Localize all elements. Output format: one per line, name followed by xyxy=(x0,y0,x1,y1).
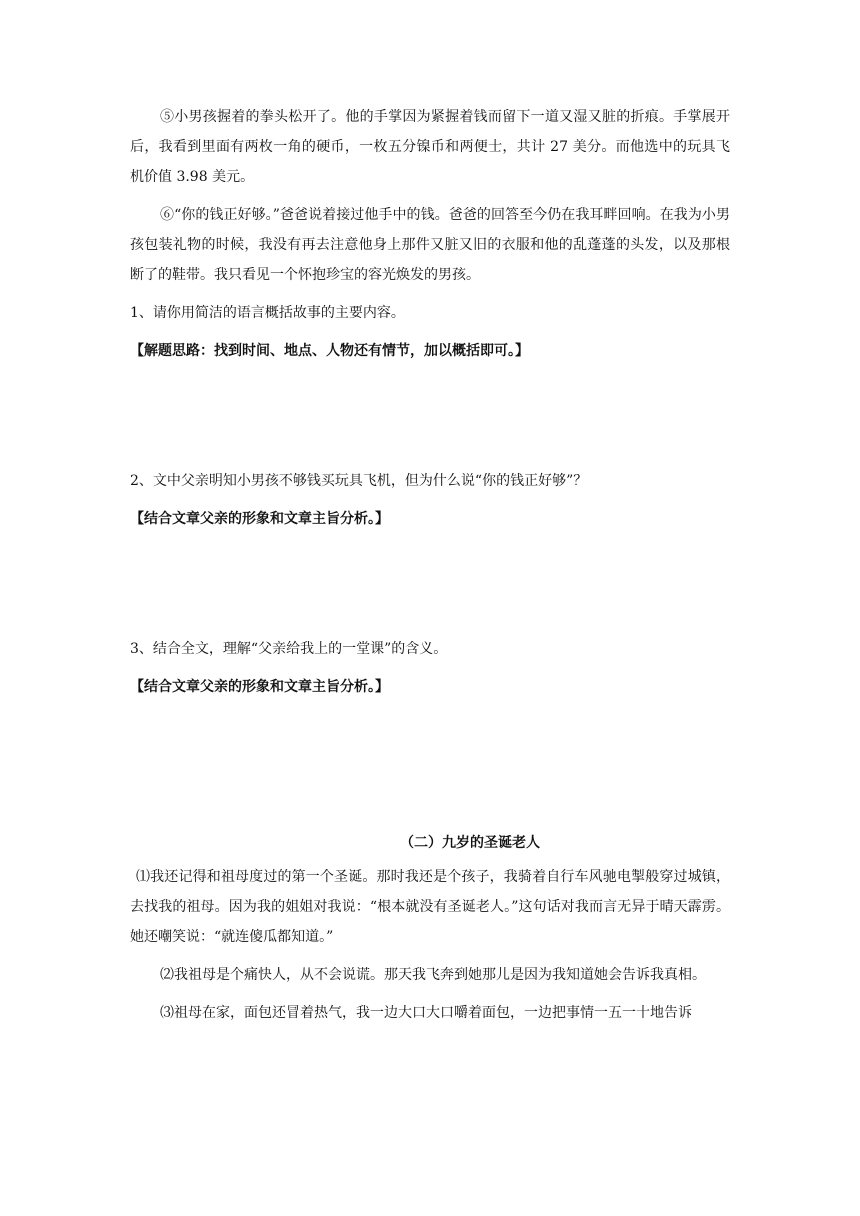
question-2: 2、文中父亲明知小男孩不够钱买玩具飞机，但为什么说“你的钱正好够”？ xyxy=(130,473,588,489)
section2-paragraph-1: ⑴我还记得和祖母度过的第一个圣诞。那时我还是个孩子，我骑着自行车风驰电掣般穿过城镇，去找我的祖母。因为我的姐姐对我说：“根本就没有圣诞老人。”这句话对我而言无异于晴天霹雳。她还嘲笑说：“就连傻瓜都知道。” xyxy=(130,869,730,945)
paragraph-6: ⑥“你的钱正好够。”爸爸说着接过他手中的钱。爸爸的回答至今仍在我耳畔回响。在我为小男孩包装礼物的时候，我没有再去注意他身上那件又脏又旧的衣服和他的乱蓬蓬的头发，以及那根断了的鞋带。我只看见一个怀抱珍宝的容光焕发的男孩。 xyxy=(130,207,730,283)
answer-space-1 xyxy=(130,366,730,466)
question-1-hint: 【解题思路：找到时间、地点、人物还有情节，加以概括即可。】 xyxy=(130,343,529,359)
question-3: 3、结合全文，理解“父亲给我上的一堂课”的含义。 xyxy=(130,641,448,657)
section-title: （二）九岁的圣诞老人 xyxy=(400,835,540,851)
section2-paragraph-3: ⑶祖母在家，面包还冒着热气，我一边大口大口嚼着面包，一边把事情一五一十地告诉 xyxy=(160,1005,692,1021)
answer-space-3 xyxy=(130,702,730,828)
question-2-hint: 【结合文章父亲的形象和文章主旨分析。】 xyxy=(130,511,389,527)
question-1: 1、请你用简洁的语言概括故事的主要内容。 xyxy=(130,305,405,321)
document-page xyxy=(130,102,730,1036)
section2-paragraph-2: ⑵我祖母是个痛快人，从不会说谎。那天我飞奔到她那儿是因为我知道她会告诉我真相。 xyxy=(160,967,706,983)
question-3-hint: 【结合文章父亲的形象和文章主旨分析。】 xyxy=(130,679,389,695)
paragraph-5: ⑤小男孩握着的拳头松开了。他的手掌因为紧握着钱而留下一道又湿又脏的折痕。手掌展开后，我看到里面有两枚一角的硬币，一枚五分镍币和两便士，共计 27 美分。而他选中的玩具飞机价值 3.98 美元。 xyxy=(130,109,730,185)
answer-space-2 xyxy=(130,534,730,634)
